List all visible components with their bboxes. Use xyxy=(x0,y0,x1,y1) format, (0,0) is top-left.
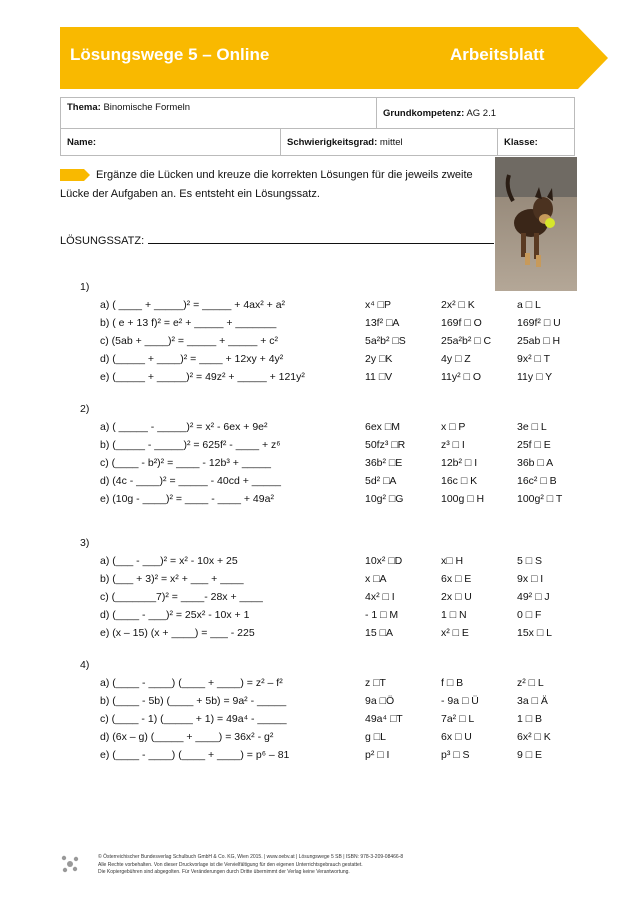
solution-sentence xyxy=(60,233,494,247)
competence-label: Grundkompetenz: xyxy=(383,107,465,119)
exercise-row xyxy=(100,493,620,509)
class-label: Klasse: xyxy=(504,136,538,148)
exercise-row xyxy=(100,695,620,711)
equation: c) (5ab + ____)² = _____ + _____ + c² xyxy=(100,335,279,347)
option-3[interactable]: 49² □ J xyxy=(517,591,550,603)
option-1[interactable]: 11 □V xyxy=(365,371,393,383)
arrow-tag-icon xyxy=(60,169,90,181)
option-3[interactable]: 0 □ F xyxy=(517,609,542,621)
exercise-row xyxy=(100,591,620,607)
option-2[interactable]: 100g □ H xyxy=(441,493,485,505)
option-3[interactable]: 9x □ I xyxy=(517,573,544,585)
exercise-row xyxy=(100,421,620,437)
book-title: Lösungswege 5 – Online xyxy=(70,45,270,64)
option-2[interactable]: 6x □ E xyxy=(441,573,472,585)
footer-line-2: Alle Rechte vorbehalten. Von dieser Druckvorlage ist die Vervielfältigung für den eigenen Unterrichtsgebrauch gestattet. xyxy=(98,861,363,868)
option-2[interactable]: 169f □ O xyxy=(441,317,482,329)
instruction xyxy=(60,166,480,204)
option-1[interactable]: g □L xyxy=(365,731,386,743)
equation: b) (____ - 5b) (____ + 5b) = 9a² - _____ xyxy=(100,695,287,707)
exercise-row xyxy=(100,677,620,693)
option-2[interactable]: x □ P xyxy=(441,421,466,433)
option-2[interactable]: 4y □ Z xyxy=(441,353,471,365)
exercise-row xyxy=(100,457,620,473)
exercise-row xyxy=(100,609,620,625)
section-number: 4) xyxy=(80,659,90,671)
topic-value: Binomische Formeln xyxy=(103,102,191,113)
exercise-row xyxy=(100,749,620,765)
option-2[interactable]: 6x □ U xyxy=(441,731,472,743)
exercise-row xyxy=(100,713,620,729)
option-3[interactable]: a □ L xyxy=(517,299,541,311)
exercise-row xyxy=(100,627,620,643)
option-1[interactable]: 10g² □G xyxy=(365,493,404,505)
footer-line-1: © Österreichischer Bundesverlag Schulbuch GmbH & Co. KG, Wien 2015. | www.oebv.at | Lösungswege 5 SB | ISBN: 978-3-209-08466-8 xyxy=(98,854,404,860)
exercise-row xyxy=(100,439,620,455)
option-2[interactable]: 7a² □ L xyxy=(441,713,475,725)
option-3[interactable]: 169f² □ U xyxy=(517,317,561,329)
option-3[interactable]: 3e □ L xyxy=(517,421,547,433)
competence-value: AG 2.1 xyxy=(466,107,497,119)
option-1[interactable]: 50fz³ □R xyxy=(365,439,406,451)
equation: d) (6x – g) (_____ + ____) = 36x² - g² xyxy=(100,731,274,743)
difficulty-value: mittel xyxy=(379,136,403,148)
exercise-row xyxy=(100,317,620,333)
class-cell xyxy=(498,129,575,156)
option-3[interactable]: 6x² □ K xyxy=(517,731,551,743)
exercise-row xyxy=(100,475,620,491)
meta-table xyxy=(60,97,575,156)
equation: c) (_______7)² = ____- 28x + ____ xyxy=(100,591,263,603)
equation: a) (___ - ___)² = x² - 10x + 25 xyxy=(100,555,238,567)
footer-line-3: Die Kopiergebühren sind abgegolten. Für Veränderungen durch Dritte übernimmt der Verlag keine Verantwortung. xyxy=(98,869,350,875)
section-number: 3) xyxy=(80,537,90,549)
exercise-row xyxy=(100,299,620,315)
option-3[interactable]: 1 □ B xyxy=(517,713,543,725)
option-3[interactable]: 100g² □ T xyxy=(517,493,563,505)
option-2[interactable]: 16c □ K xyxy=(441,475,478,487)
option-1[interactable]: 9a □Ö xyxy=(365,695,395,707)
option-2[interactable]: z³ □ I xyxy=(441,439,465,451)
competence-cell xyxy=(377,98,575,129)
option-2[interactable]: 2x² □ K xyxy=(441,299,475,311)
instruction-text: Ergänze die Lücken und kreuze die korrekten Lösungen für die jeweils zweite Lücke der Aufgaben an. Es entsteht ein Lösungssatz. xyxy=(60,169,473,200)
option-1[interactable]: z □T xyxy=(365,677,386,689)
option-2[interactable]: 25a²b² □ C xyxy=(441,335,492,347)
option-1[interactable]: x □A xyxy=(365,573,387,585)
option-3[interactable]: 25ab □ H xyxy=(517,335,561,347)
option-2[interactable]: p³ □ S xyxy=(441,749,470,761)
option-1[interactable]: 5d² □A xyxy=(365,475,397,487)
difficulty-cell xyxy=(281,129,498,156)
option-3[interactable]: 11y □ Y xyxy=(517,371,553,383)
equation: e) (x – 15) (x + ____) = ___ - 225 xyxy=(100,627,255,639)
section-number: 1) xyxy=(80,281,90,293)
footer xyxy=(98,854,403,877)
option-3[interactable]: z² □ L xyxy=(517,677,544,689)
option-2[interactable]: x□ H xyxy=(441,555,464,567)
section-number: 2) xyxy=(80,403,90,415)
name-label: Name: xyxy=(67,136,97,148)
option-3[interactable]: 9x² □ T xyxy=(517,353,550,365)
option-2[interactable]: 1 □ N xyxy=(441,609,467,621)
equation: c) (____ - 1) (_____ + 1) = 49a⁴ - _____ xyxy=(100,713,287,725)
option-1[interactable]: 15 □A xyxy=(365,627,393,639)
option-2[interactable]: - 9a □ Ü xyxy=(441,695,479,707)
equation: a) ( _____ - _____)² = x² - 6ex + 9e² xyxy=(100,421,268,433)
option-1[interactable]: 2y □K xyxy=(365,353,393,365)
difficulty-label: Schwierigkeitsgrad: xyxy=(287,136,378,148)
option-1[interactable]: 5a²b² □S xyxy=(365,335,406,347)
option-3[interactable]: 5 □ S xyxy=(517,555,543,567)
option-2[interactable]: 2x □ U xyxy=(441,591,472,603)
option-1[interactable]: 10x² □D xyxy=(365,555,403,567)
option-1[interactable]: 6ex □M xyxy=(365,421,400,433)
option-1[interactable]: 4x² □ I xyxy=(365,591,395,603)
equation: a) (____ - ____) (____ + ____) = z² – f² xyxy=(100,677,283,689)
option-3[interactable]: 9 □ E xyxy=(517,749,543,761)
exercise-row xyxy=(100,573,620,589)
option-2[interactable]: 12b² □ I xyxy=(441,457,478,469)
publisher-logo-icon xyxy=(60,854,80,874)
equation: b) (_____ - _____)² = 625f² - ____ + z⁶ xyxy=(100,439,281,451)
solution-line[interactable] xyxy=(148,233,494,244)
equation: b) (___ + 3)² = x² + ___ + ____ xyxy=(100,573,244,585)
option-1[interactable]: 36b² □E xyxy=(365,457,403,469)
option-2[interactable]: f □ B xyxy=(441,677,464,689)
solution-label: LÖSUNGSSATZ: xyxy=(60,235,145,247)
option-3[interactable]: 3a □ Ä xyxy=(517,695,548,707)
exercise-row xyxy=(100,555,620,571)
option-3[interactable]: 16c² □ B xyxy=(517,475,557,487)
option-3[interactable]: 36b □ A xyxy=(517,457,554,469)
option-1[interactable]: - 1 □ M xyxy=(365,609,399,621)
option-2[interactable]: 11y² □ O xyxy=(441,371,481,383)
exercise-row xyxy=(100,353,620,369)
equation: e) (____ - ____) (____ + ____) = p⁶ – 81 xyxy=(100,749,290,761)
document-type: Arbeitsblatt xyxy=(450,45,545,64)
topic-label: Thema: xyxy=(67,102,101,113)
header-banner xyxy=(60,27,608,89)
option-3[interactable]: 15x □ L xyxy=(517,627,552,639)
option-1[interactable]: x⁴ □P xyxy=(365,299,392,311)
dog-photo xyxy=(495,157,577,291)
topic-cell xyxy=(61,98,377,129)
exercise-row xyxy=(100,731,620,747)
equation: d) (____ - ___)² = 25x² - 10x + 1 xyxy=(100,609,250,621)
equation: b) ( e + 13 f)² = e² + _____ + _______ xyxy=(100,317,277,329)
equation: d) (_____ + ____)² = ____ + 12xy + 4y² xyxy=(100,353,284,365)
equation: e) (_____ + _____)² = 49z² + _____ + 121y² xyxy=(100,371,305,383)
option-1[interactable]: 49a⁴ □T xyxy=(365,713,403,725)
equation: c) (____ - b²)² = ____ - 12b³ + _____ xyxy=(100,457,272,469)
equation: d) (4c - ____)² = _____ - 40cd + _____ xyxy=(100,475,281,487)
option-1[interactable]: 13f² □A xyxy=(365,317,400,329)
exercise-row xyxy=(100,371,620,387)
option-2[interactable]: x² □ E xyxy=(441,627,469,639)
option-1[interactable]: p² □ I xyxy=(365,749,390,761)
equation: a) ( ____ + _____)² = _____ + 4ax² + a² xyxy=(100,299,286,311)
exercise-row xyxy=(100,335,620,351)
name-cell xyxy=(61,129,281,156)
equation: e) (10g - ____)² = ____ - ____ + 49a² xyxy=(100,493,274,505)
option-3[interactable]: 25f □ E xyxy=(517,439,551,451)
